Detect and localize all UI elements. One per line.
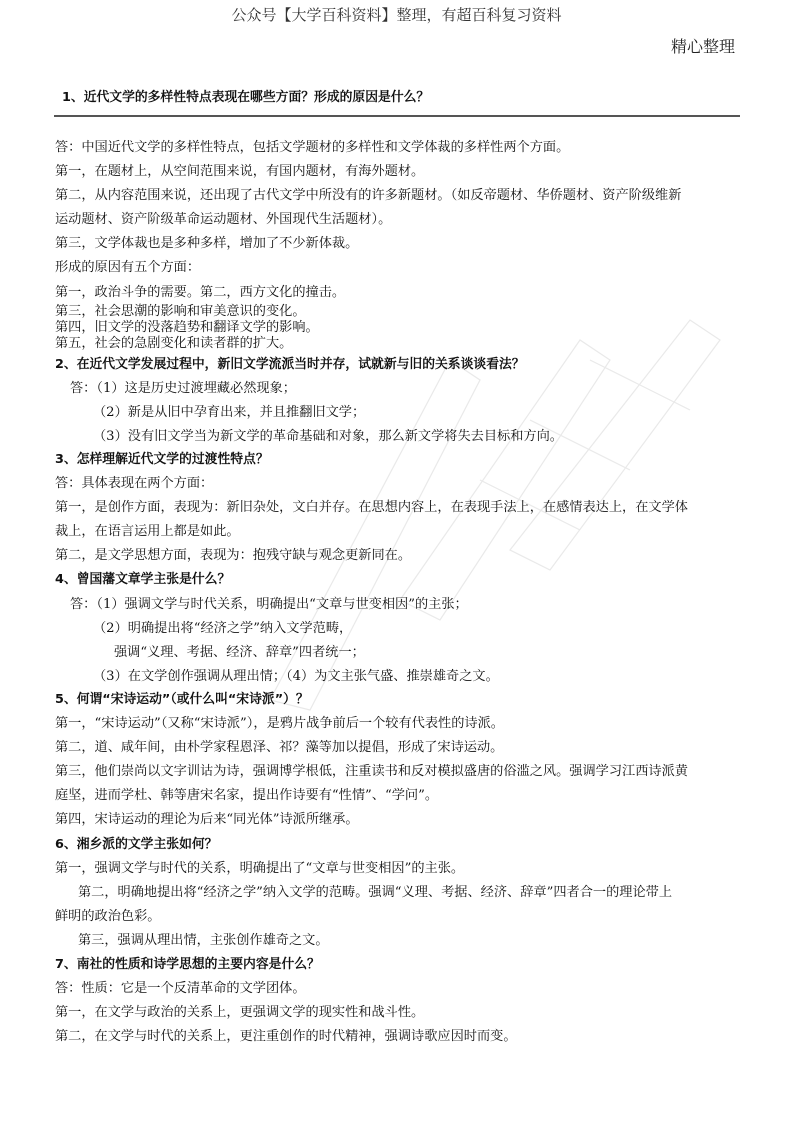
answer-line: 答：具体表现在两个方面：: [55, 476, 214, 491]
answer-line: （2）明确提出将“经济之学”纳入文学范畴，: [93, 621, 353, 636]
answer-line: 答：（1）强调文学与时代关系，明确提出“文章与世变相因”的主张；: [70, 597, 468, 612]
answer-line: 第三，强调从理出情，主张创作雄奇之文。: [78, 933, 329, 948]
answer-line: 运动题材、资产阶级革命运动题材、外国现代生活题材）。: [55, 212, 392, 227]
answer-line: 第一，在题材上，从空间范围来说，有国内题材，有海外题材。: [55, 164, 425, 179]
answer-line: 第一，是创作方面，表现为：新旧杂处，文白并存。在思想内容上，在表现手法上，在感情表达上，在文学体: [55, 500, 688, 515]
answer-line: 裁上，在语言运用上都是如此。: [55, 524, 240, 539]
answer-line: 第五，社会的急剧变化和读者群的扩大。: [55, 336, 293, 351]
answer-line: 第二，从内容范围来说，还出现了古代文学中所没有的许多新题材。（如反帝题材、华侨题材、资产阶级维新: [55, 188, 682, 203]
answer-line: 第一，政治斗争的需要。第二，西方文化的撞击。: [55, 285, 346, 300]
answer-line: 第一，在文学与政治的关系上，更强调文学的现实性和战斗性。: [55, 1005, 425, 1020]
answer-line: 答：（1）这是历史过渡埋藏必然现象；: [70, 381, 296, 396]
header-notice: 公众号【大学百科资料】整理，有超百科复习资料: [231, 6, 562, 24]
answer-line: 第三，社会思潮的影响和审美意识的变化。: [55, 304, 306, 319]
question-heading: 6、湘乡派的文学主张如何？: [55, 837, 218, 852]
answer-line: 庭坚，进而学杜、韩等唐宋名家，提出作诗要有“性情”、“学问”。: [55, 788, 439, 803]
answer-line: 第一，“宋诗运动”（又称“宋诗派”），是鸦片战争前后一个较有代表性的诗派。: [55, 716, 504, 731]
answer-line: （2）新是从旧中孕育出来，并且推翻旧文学；: [93, 405, 366, 420]
answer-line: 鲜明的政治色彩。: [55, 909, 161, 924]
answer-line: 第四，宋诗运动的理论为后来“同光体”诗派所继承。: [55, 812, 359, 827]
answer-line: 形成的原因有五个方面：: [55, 260, 201, 275]
answer-line: 第四，旧文学的没落趋势和翻译文学的影响。: [55, 320, 319, 335]
answer-line: 第三，文学体裁也是多种多样，增加了不少新体裁。: [55, 236, 359, 251]
question-heading: 1、近代文学的多样性特点表现在哪些方面？形成的原因是什么？: [62, 90, 430, 105]
answer-line: 第二，明确地提出将“经济之学”纳入文学的范畴。强调“义理、考据、经济、辞章”四者合一的理论带上: [78, 885, 673, 900]
answer-line: 第二，道、咸年间，由朴学家程恩泽、祁？藻等加以提倡，形成了宋诗运动。: [55, 740, 504, 755]
answer-line: 第二，是文学思想方面，表现为：抱残守缺与观念更新同在。: [55, 548, 412, 563]
divider: [54, 115, 740, 117]
question-heading: 2、在近代文学发展过程中，新旧文学流派当时并存，试就新与旧的关系谈谈看法？: [55, 357, 525, 372]
answer-line: 答：性质：它是一个反清革命的文学团体。: [55, 981, 306, 996]
answer-line: （3）没有旧文学当为新文学的革命基础和对象，那么新文学将失去目标和方向。: [93, 429, 563, 444]
question-heading: 7、南社的性质和诗学思想的主要内容是什么？: [55, 957, 320, 972]
brand-label: 精心整理: [670, 37, 735, 56]
answer-line: 第三，他们崇尚以文字训诂为诗，强调博学根低，注重读书和反对模拟盛唐的俗滥之风。强调学习江西诗派黄: [55, 764, 688, 779]
question-heading: 4、曾国藩文章学主张是什么？: [55, 572, 231, 587]
question-heading: 3、怎样理解近代文学的过渡性特点？: [55, 452, 269, 467]
answer-line: 答：中国近代文学的多样性特点，包括文学题材的多样性和文学体裁的多样性两个方面。: [55, 140, 570, 155]
question-heading: 5、何谓“宋诗运动”（或什么叫“宋诗派”）？: [55, 692, 309, 707]
answer-line: 第一，强调文学与时代的关系，明确提出了“文章与世变相因”的主张。: [55, 861, 465, 876]
answer-line: 强调“义理、考据、经济、辞章”四者统一；: [114, 645, 365, 660]
answer-line: （3）在文学创作强调从理出情；（4）为文主张气盛、推崇雄奇之文。: [93, 669, 499, 684]
answer-line: 第二，在文学与时代的关系上，更注重创作的时代精神，强调诗歌应因时而变。: [55, 1029, 517, 1044]
